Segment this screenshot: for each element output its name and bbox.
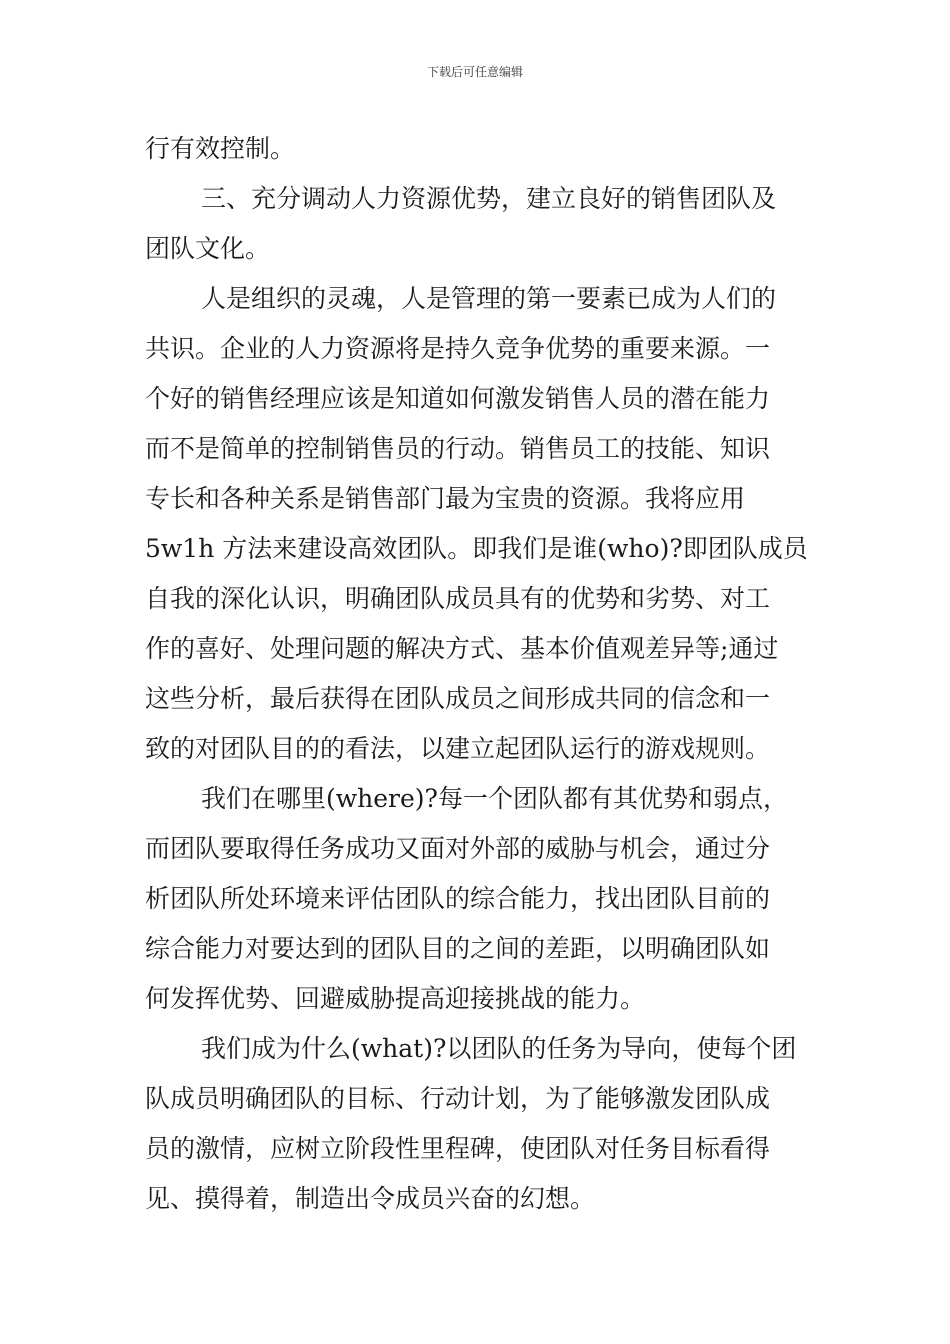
section-heading: 三、充分调动人力资源优势，建立良好的销售团队及 bbox=[201, 184, 777, 213]
paragraph-start: 我们成为什么(what)?以团队的任务为导向，使每个团 bbox=[201, 1034, 797, 1063]
text-line: 共识。企业的人力资源将是持久竞争优势的重要来源。一 bbox=[145, 334, 771, 363]
paragraph-start: 我们在哪里(where)?每一个团队都有其优势和弱点， bbox=[201, 784, 788, 813]
text-line: 员的激情，应树立阶段性里程碑，使团队对任务目标看得 bbox=[145, 1134, 771, 1163]
text-line: 自我的深化认识，明确团队成员具有的优势和劣势、对工 bbox=[145, 584, 771, 613]
text-line: 5w1h 方法来建设高效团队。即我们是谁(who)?即团队成员 bbox=[145, 534, 808, 563]
text-line: 析团队所处环境来评估团队的综合能力，找出团队目前的 bbox=[145, 884, 771, 913]
text-line: 团队文化。 bbox=[145, 234, 271, 263]
text-line: 行有效控制。 bbox=[145, 134, 296, 163]
text-line: 而团队要取得任务成功又面对外部的威胁与机会，通过分 bbox=[145, 834, 771, 863]
text-line: 这些分析，最后获得在团队成员之间形成共同的信念和一 bbox=[145, 684, 771, 713]
text-line: 何发挥优势、回避威胁提高迎接挑战的能力。 bbox=[145, 984, 646, 1013]
text-line: 专长和各种关系是销售部门最为宝贵的资源。我将应用 bbox=[145, 484, 746, 513]
text-line: 而不是简单的控制销售员的行动。销售员工的技能、知识 bbox=[145, 434, 771, 463]
paragraph-start: 人是组织的灵魂，人是管理的第一要素已成为人们的 bbox=[201, 284, 777, 313]
page-header: 下载后可任意编辑 bbox=[426, 65, 523, 79]
text-line: 作的喜好、处理问题的解决方式、基本价值观差异等;通过 bbox=[145, 634, 779, 663]
text-line: 致的对团队目的的看法，以建立起团队运行的游戏规则。 bbox=[145, 734, 771, 763]
text-line: 见、摸得着，制造出令成员兴奋的幻想。 bbox=[145, 1184, 596, 1213]
document-body bbox=[145, 124, 817, 1224]
text-line: 综合能力对要达到的团队目的之间的差距，以明确团队如 bbox=[145, 934, 771, 963]
text-line: 个好的销售经理应该是知道如何激发销售人员的潜在能力 bbox=[145, 384, 771, 413]
text-line: 队成员明确团队的目标、行动计划，为了能够激发团队成 bbox=[145, 1084, 771, 1113]
